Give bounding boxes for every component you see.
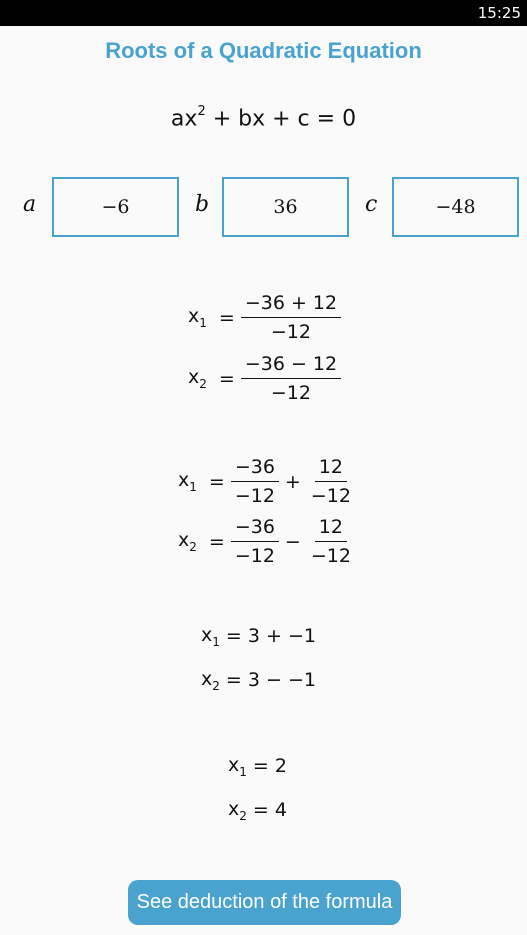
equation-lhs: ax: [170, 106, 198, 132]
equals-sign: =: [208, 470, 225, 493]
fraction: [241, 353, 341, 404]
status-bar: [0, 0, 527, 26]
fraction: [307, 456, 355, 507]
equals-sign: =: [218, 306, 235, 329]
var-x: x: [228, 798, 240, 820]
var-x: x: [178, 469, 190, 492]
var-sub: 2: [199, 376, 207, 391]
step3-x1: [201, 624, 316, 649]
page-title: Roots of a Quadratic Equation: [105, 38, 422, 63]
denominator: −12: [270, 382, 311, 404]
expression: = 3 − −1: [225, 669, 316, 692]
var-x: x: [188, 366, 200, 389]
equation-exponent: 2: [197, 104, 206, 119]
numerator: −36: [231, 516, 279, 542]
step1-x1: [188, 292, 341, 343]
fraction: [231, 516, 279, 567]
denominator: −12: [310, 485, 351, 507]
step3-x2: [201, 668, 316, 693]
equals-sign: =: [218, 367, 235, 390]
operator: −: [284, 530, 301, 553]
equation-rest: + bx + c = 0: [212, 106, 357, 132]
coef-input-c[interactable]: −48: [392, 177, 519, 237]
quadratic-equation: [0, 106, 527, 131]
var-sub: 2: [239, 808, 247, 823]
operator: +: [284, 470, 301, 493]
fraction: [307, 516, 355, 567]
equals-sign: =: [208, 530, 225, 553]
var-x: x: [201, 668, 213, 690]
denominator: −12: [234, 485, 275, 507]
result-x1: [228, 754, 287, 779]
denominator: −12: [310, 545, 351, 567]
var-sub: 1: [189, 479, 197, 494]
var-x: x: [228, 754, 240, 776]
var-x: x: [188, 305, 200, 328]
numerator: −36 + 12: [241, 292, 341, 318]
coef-input-a[interactable]: −6: [52, 177, 179, 237]
var-sub: 2: [189, 539, 197, 554]
var-sub: 1: [199, 315, 207, 330]
denominator: −12: [234, 545, 275, 567]
expression: = 3 + −1: [225, 625, 316, 648]
numerator: 12: [315, 516, 347, 542]
coef-label-b: b: [195, 192, 210, 217]
step2-x2: [178, 516, 355, 567]
expression: = 2: [252, 755, 287, 778]
coef-label-c: c: [365, 192, 378, 217]
coef-input-b[interactable]: 36: [222, 177, 349, 237]
see-deduction-button[interactable]: See deduction of the formula: [128, 880, 401, 925]
step2-x1: [178, 456, 355, 507]
result-x2: [228, 798, 287, 823]
numerator: 12: [315, 456, 347, 482]
var-sub: 1: [239, 764, 247, 779]
fraction: [241, 292, 341, 343]
var-sub: 1: [212, 634, 220, 649]
var-x: x: [178, 529, 190, 552]
numerator: −36: [231, 456, 279, 482]
expression: = 4: [252, 799, 287, 822]
var-x: x: [201, 624, 213, 646]
step1-x2: [188, 353, 341, 404]
fraction: [231, 456, 279, 507]
denominator: −12: [270, 321, 311, 343]
var-sub: 2: [212, 678, 220, 693]
coef-label-a: a: [23, 192, 37, 217]
numerator: −36 − 12: [241, 353, 341, 379]
status-time: 15:25: [477, 4, 521, 22]
